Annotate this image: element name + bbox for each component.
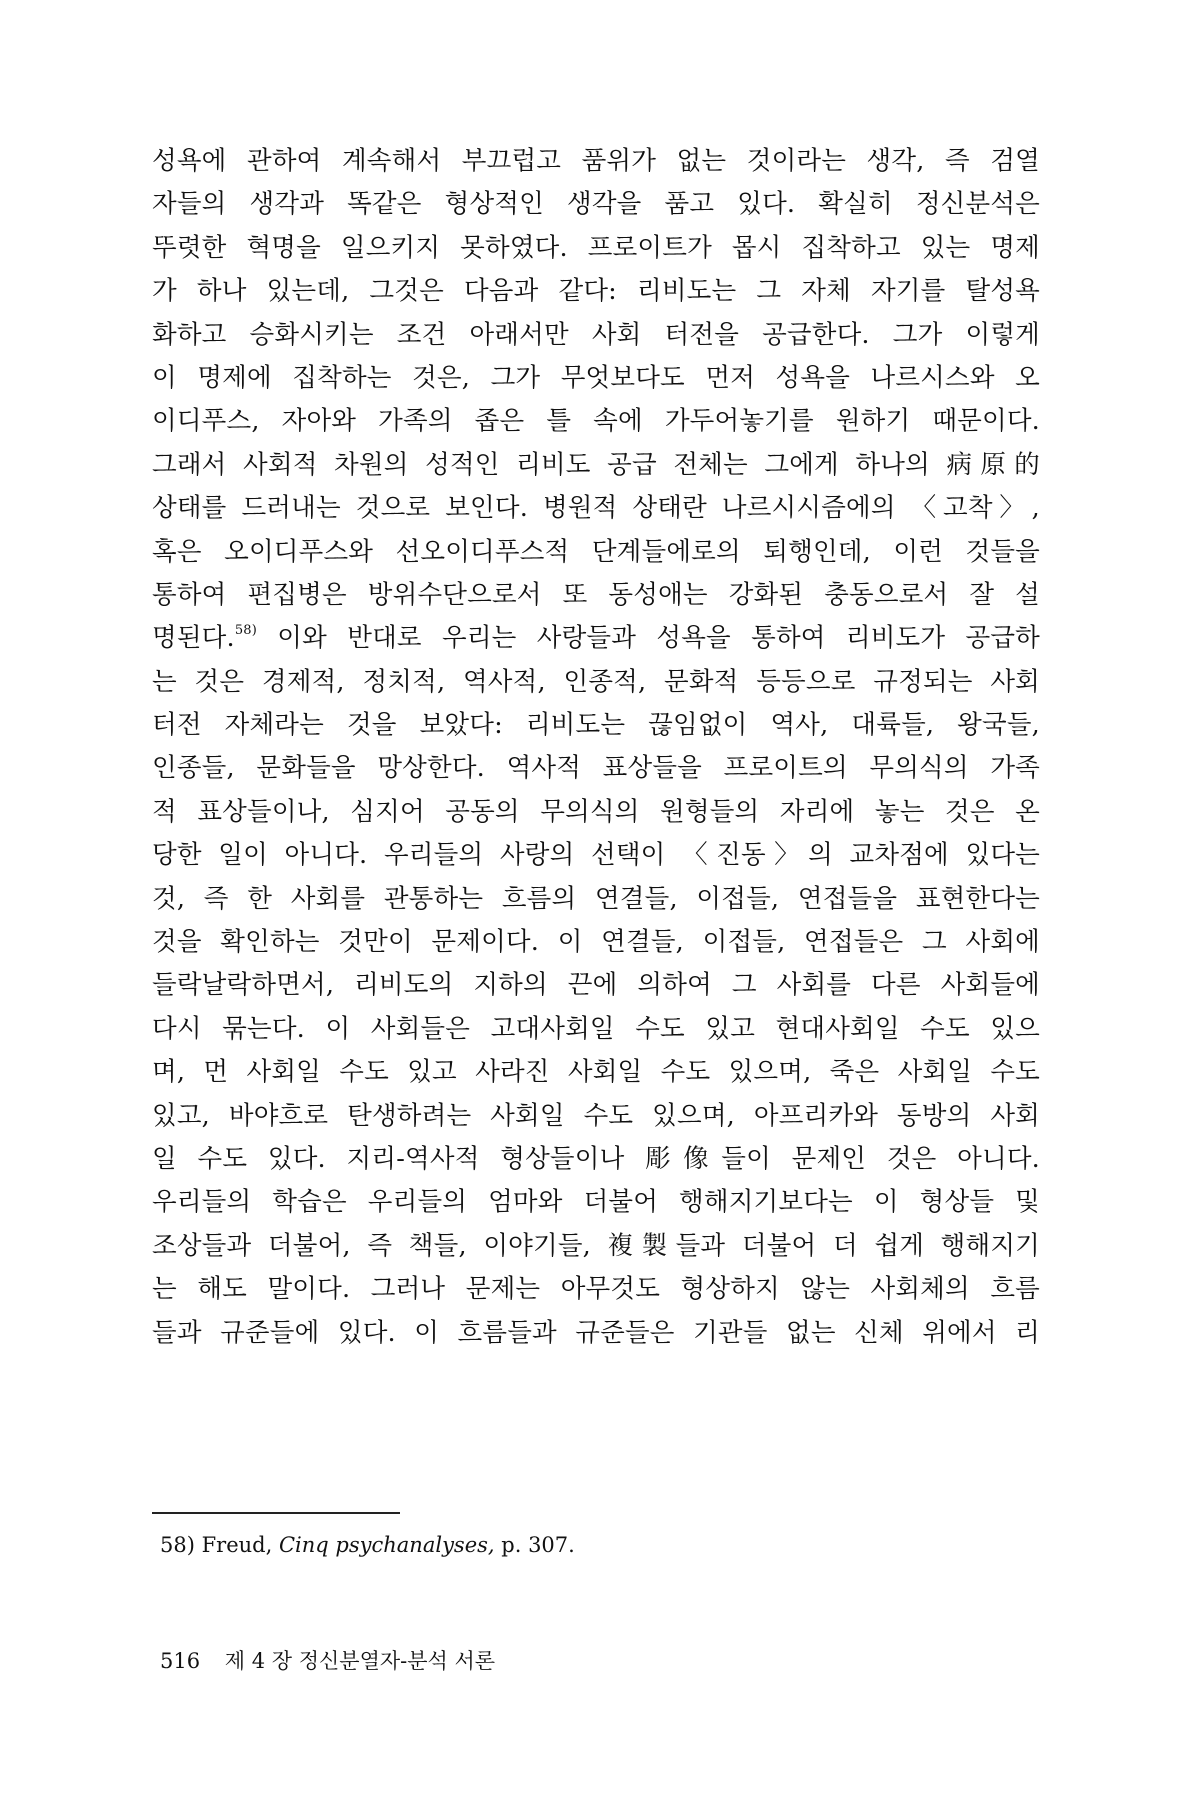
footnote-reference[interactable]: 58)	[234, 623, 258, 639]
footnote	[160, 1530, 575, 1560]
text-line: 인종들, 문화들을 망상한다. 역사적 표상들을 프로이트의 무의식의 가족	[152, 753, 1040, 784]
text-line: 것, 즉 한 사회를 관통하는 흐름의 연결들, 이접들, 연접들을 표현한다는	[152, 883, 1040, 914]
text-line: 화하고 승화시키는 조건 아래서만 사회 터전을 공급한다. 그가 이렇게	[152, 319, 1040, 350]
text-line: 있고, 바야흐로 탄생하려는 사회일 수도 있으며, 아프리카와 동방의 사회	[152, 1100, 1040, 1131]
text-line: 가 하나 있는데, 그것은 다음과 같다: 리비도는 그 자체 자기를 탈성욕	[152, 276, 1040, 307]
body-text	[152, 140, 1040, 1355]
footnote-page: p. 307.	[501, 1533, 575, 1557]
running-chapter-title: 제 4 장 정신분열자-분석 서론	[224, 1649, 496, 1673]
text-line: 조상들과 더불어, 즉 책들, 이야기들, 複製들과 더불어 더 쉽게 행해지기	[152, 1230, 1040, 1261]
page-number: 516	[160, 1649, 201, 1673]
text-line: 이 명제에 집착하는 것은, 그가 무엇보다도 먼저 성욕을 나르시스와 오	[152, 362, 1040, 393]
footnote-number: 58)	[160, 1533, 195, 1557]
text-line: 들락날락하면서, 리비도의 지하의 끈에 의하여 그 사회를 다른 사회들에	[152, 970, 1040, 1001]
text-line: 것을 확인하는 것만이 문제이다. 이 연결들, 이접들, 연접들은 그 사회에	[152, 927, 1040, 958]
text-segment: 명된다.	[152, 623, 235, 654]
text-line: 이디푸스, 자아와 가족의 좁은 틀 속에 가두어놓기를 원하기 때문이다.	[152, 406, 1040, 437]
text-line: 그래서 사회적 차원의 성적인 리비도 공급 전체는 그에게 하나의 病原的	[152, 449, 1040, 480]
text-line: 터전 자체라는 것을 보았다: 리비도는 끊임없이 역사, 대륙들, 왕국들,	[152, 710, 1040, 741]
text-line: 다시 묶는다. 이 사회들은 고대사회일 수도 있고 현대사회일 수도 있으	[152, 1013, 1040, 1044]
text-line: 뚜렷한 혁명을 일으키지 못하였다. 프로이트가 몹시 집착하고 있는 명제	[152, 232, 1040, 263]
text-line: 성욕에 관하여 계속해서 부끄럽고 품위가 없는 것이라는 생각, 즉 검열	[152, 146, 1040, 176]
footnote-author: Freud,	[201, 1533, 273, 1557]
text-line-with-note	[152, 617, 1040, 660]
footnote-divider	[152, 1512, 400, 1514]
footnote-title: Cinq psychanalyses,	[278, 1533, 495, 1557]
text-line: 적 표상들이나, 심지어 공동의 무의식의 원형들의 자리에 놓는 것은 온	[152, 796, 1040, 827]
text-line: 우리들의 학습은 우리들의 엄마와 더불어 행해지기보다는 이 형상들 및	[152, 1187, 1040, 1218]
text-line: 는 것은 경제적, 정치적, 역사적, 인종적, 문화적 등등으로 규정되는 사회	[152, 666, 1040, 697]
text-line: 는 해도 말이다. 그러나 문제는 아무것도 형상하지 않는 사회체의 흐름	[152, 1274, 1040, 1305]
text-line: 며, 먼 사회일 수도 있고 사라진 사회일 수도 있으며, 죽은 사회일 수도	[152, 1057, 1040, 1088]
text-segment: 이와 반대로 우리는 사랑들과 성욕을 통하여 리비도가 공급하	[257, 623, 1040, 654]
text-line: 상태를 드러내는 것으로 보인다. 병원적 상태란 나르시시즘에의 〈고착〉,	[152, 493, 1040, 524]
text-line: 당한 일이 아니다. 우리들의 사랑의 선택이 〈진동〉의 교차점에 있다는	[152, 840, 1040, 871]
text-line: 들과 규준들에 있다. 이 흐름들과 규준들은 기관들 없는 신체 위에서 리	[152, 1317, 1040, 1348]
text-line: 일 수도 있다. 지리-역사적 형상들이나 彫像들이 문제인 것은 아니다.	[152, 1143, 1040, 1174]
text-line: 자들의 생각과 똑같은 형상적인 생각을 품고 있다. 확실히 정신분석은	[152, 189, 1040, 220]
text-line: 혹은 오이디푸스와 선오이디푸스적 단계들에로의 퇴행인데, 이런 것들을	[152, 536, 1040, 567]
text-line: 통하여 편집병은 방위수단으로서 또 동성애는 강화된 충동으로서 잘 설	[152, 579, 1040, 610]
page-footer	[160, 1646, 495, 1676]
